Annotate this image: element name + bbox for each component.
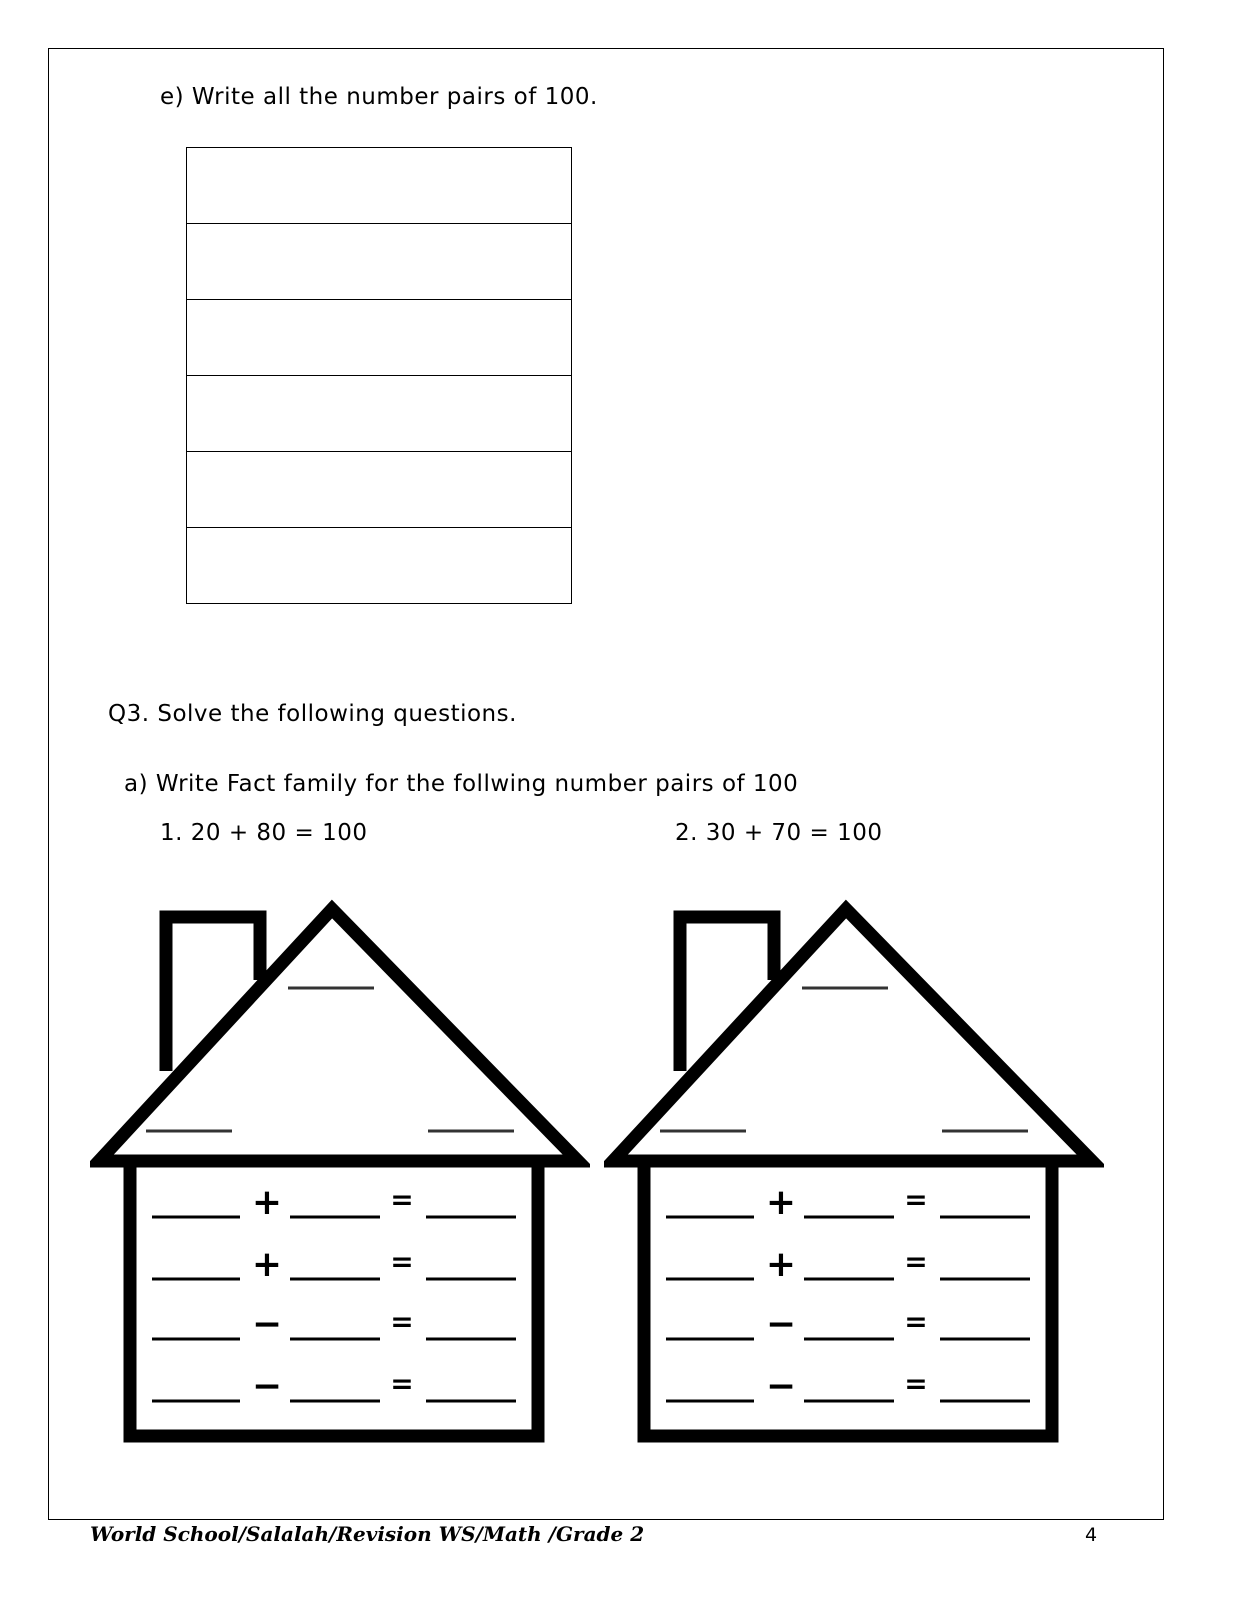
question-e-text: e) Write all the number pairs of 100. [160, 84, 598, 110]
equation-row [152, 1182, 516, 1223]
equals-sign: = [904, 1245, 928, 1278]
equals-sign: = [390, 1305, 414, 1338]
fact-family-house-2 [604, 895, 1104, 1450]
equation-row [666, 1304, 1030, 1345]
equals-sign: = [904, 1183, 928, 1216]
equals-sign: = [390, 1367, 414, 1400]
house-body [130, 1161, 538, 1436]
number-pair-1: 1. 20 + 80 = 100 [160, 820, 368, 846]
operator-sign: − [765, 1304, 797, 1345]
equation-row [152, 1366, 516, 1407]
operator-sign: + [251, 1182, 283, 1223]
fact-family-house-1 [90, 895, 590, 1450]
footer-title: World School/Salalah/Revision WS/Math /Grade 2 [90, 1522, 645, 1546]
equation-row [666, 1182, 1030, 1223]
house-body [644, 1161, 1052, 1436]
equals-sign: = [390, 1183, 414, 1216]
equals-sign: = [390, 1245, 414, 1278]
q3-part-a-text: a) Write Fact family for the follwing number pairs of 100 [124, 771, 799, 797]
answer-row[interactable] [187, 224, 572, 300]
operator-sign: + [765, 1182, 797, 1223]
page-number: 4 [1085, 1524, 1098, 1546]
number-pair-2: 2. 30 + 70 = 100 [675, 820, 883, 846]
answer-row[interactable] [187, 452, 572, 528]
answer-row[interactable] [187, 300, 572, 376]
equation-rows [666, 1182, 1030, 1407]
equation-row [152, 1304, 516, 1345]
operator-sign: − [251, 1304, 283, 1345]
operator-sign: + [765, 1244, 797, 1285]
answer-row[interactable] [187, 148, 572, 224]
q3-heading: Q3. Solve the following questions. [108, 701, 517, 727]
equation-row [152, 1244, 516, 1285]
equation-rows [152, 1182, 516, 1407]
answer-row[interactable] [187, 376, 572, 452]
number-pairs-answer-table [186, 147, 572, 604]
equation-row [666, 1244, 1030, 1285]
operator-sign: + [251, 1244, 283, 1285]
operator-sign: − [251, 1366, 283, 1407]
equals-sign: = [904, 1367, 928, 1400]
equation-row [666, 1366, 1030, 1407]
operator-sign: − [765, 1366, 797, 1407]
equals-sign: = [904, 1305, 928, 1338]
answer-row[interactable] [187, 528, 572, 604]
